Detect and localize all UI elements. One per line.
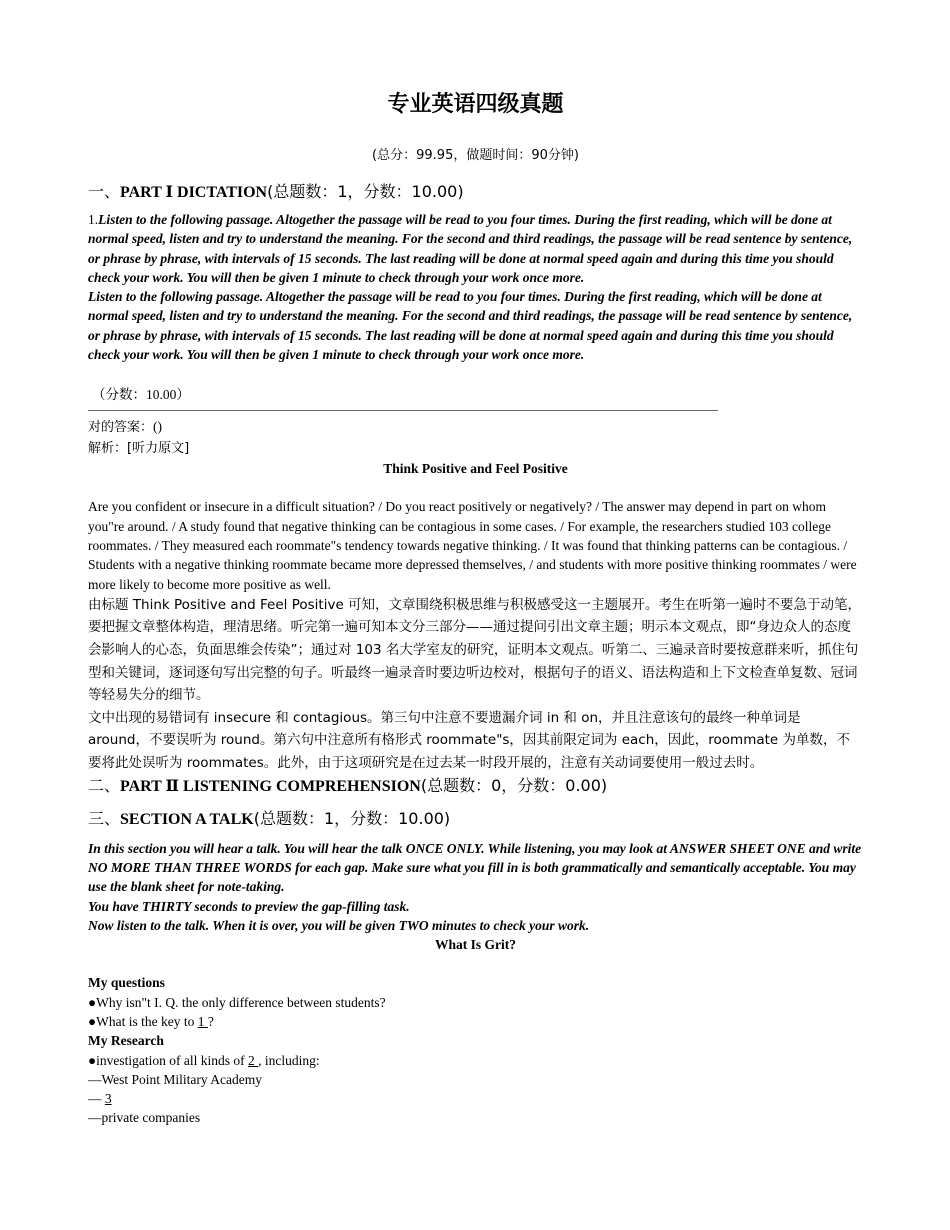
- section-prefix: 二、: [88, 775, 121, 795]
- answer-value: (): [153, 419, 163, 435]
- talk-title: What Is Grit?: [435, 937, 516, 953]
- outline-item: [88, 1051, 863, 1070]
- instruction-text-1: Listen to the following passage. Altogether the passage will be read to you four times. During the first reading, which will be done at normal speed, listen and try to understand the meaning. For the second and third readings, the passage will be read sentence by sentence, or phrase by phrase, with intervals of 15 seconds. The last reading will be done at normal speed again and during this time you should check your work. You will then be given 1 minute to check through your work once more.: [88, 212, 853, 285]
- outline-text: ●investigation of all kinds of: [88, 1052, 249, 1068]
- gap-blank-3[interactable]: 3: [104, 1091, 112, 1107]
- outline-item: [88, 1012, 863, 1031]
- section-meta: (总题数：1，分数：10.00): [253, 808, 451, 828]
- answer-line: [88, 417, 863, 438]
- outline-text: ●What is the key to: [88, 1013, 198, 1029]
- talk-outline: [88, 973, 863, 1127]
- section-heading-talk: [88, 808, 863, 831]
- page-title: 专业英语四级真题: [387, 92, 564, 117]
- section-meta: (总题数：0，分数：0.00): [420, 775, 608, 795]
- passage-title: Think Positive and Feel Positive: [383, 461, 568, 477]
- question-instruction: [88, 210, 863, 364]
- talk-instruction-1: In this section you will hear a talk. You will hear the talk ONCE ONLY. While listening, you may look at ANSWER SHEET ONE and write NO MORE THAN THREE WORDS for each gap. Make sure what you fill in is both grammatically and semantically acceptable. You may use the blank sheet for note-taking.: [88, 840, 862, 895]
- outline-item: —private companies: [88, 1110, 201, 1126]
- divider: [88, 410, 718, 411]
- instruction-text-2: Listen to the following passage. Altogether the passage will be read to you four times. During the first reading, which will be done at normal speed, listen and try to understand the meaning. For the second and third readings, the passage will be read sentence by sentence, or phrase by phrase, with intervals of 15 seconds. The last reading will be done at normal speed again and during this time you should check your work. You will then be given 1 minute to check through your work once more.: [88, 289, 853, 363]
- analysis-paragraph-1: 由标题 Think Positive and Feel Positive 可知，文章围绕积极思维与积极感受这一主题展开。考生在听第一遍时不要急于动笔，要把握文章整体构造，理清思绪。听完第一遍可知本文分三部分——通过提问引出文章主题；明示本文观点，即“身边众人的态度会影响人的心态，负面思维会传染”；通过对 103 名大学室友的研究，证明本文观点。听第二、三遍录音时要按意群来听，抓住句型和关键词，逐词逐句写出完整的句子。听最终一遍录音时要边听边校对，根据句子的语义、语法构造和上下文检查单复数、冠词等轻易失分的细节。: [88, 596, 862, 704]
- document-content: [88, 88, 863, 1128]
- analysis-value: [听力原文]: [127, 441, 190, 457]
- analysis-line: [88, 438, 863, 459]
- analysis-label: 解析：: [88, 441, 128, 457]
- exam-subtitle: (总分：99.95，做题时间：90分钟): [372, 148, 579, 163]
- gap-blank-1[interactable]: 1: [197, 1013, 208, 1029]
- outline-text: —: [88, 1091, 105, 1107]
- outline-item: —West Point Military Academy: [88, 1071, 263, 1087]
- outline-item: [88, 1089, 863, 1108]
- section-name: SECTION A TALK: [120, 810, 254, 828]
- answer-label: 对的答案：: [88, 420, 154, 436]
- outline-text: ?: [207, 1013, 214, 1029]
- talk-instructions: [88, 839, 863, 935]
- section-heading-listening: [88, 775, 863, 798]
- outline-text: , including:: [258, 1052, 320, 1068]
- section-heading-dictation: [88, 181, 863, 204]
- analysis-paragraph-2: 文中出现的易错词有 insecure 和 contagious。第三句中注意不要遗漏介词 in 和 on，并且注意该句的最终一种单词是 around，不要误听为 round。第六句中注意所有格形式 roommate"s，因其前限定词为 each，因此，roommate 为单数，不要将此处误听为 roommates。此外，由于这项研究是在过去某一时段开展的，注意有关动词要使用一般过去时。: [88, 709, 851, 772]
- section-prefix: 三、: [88, 808, 121, 828]
- section-name: PART Ⅱ LISTENING COMPREHENSION: [120, 777, 421, 795]
- question-score: （分数：10.00）: [92, 387, 190, 403]
- section-prefix: 一、: [88, 182, 121, 201]
- talk-instruction-2: You have THIRTY seconds to preview the gap-filling task.: [88, 898, 410, 914]
- section-meta: (总题数：1，分数：10.00): [267, 182, 464, 201]
- talk-instruction-3: Now listen to the talk. When it is over, you will be given TWO minutes to check your work.: [88, 917, 590, 933]
- gap-blank-2[interactable]: 2: [248, 1052, 259, 1068]
- outline-item: ●Why isn"t I. Q. the only difference between students?: [88, 994, 386, 1010]
- outline-heading-research: My Research: [88, 1033, 164, 1049]
- outline-heading-questions: My questions: [88, 975, 165, 991]
- question-number: 1.: [88, 212, 99, 227]
- passage-text: Are you confident or insecure in a difficult situation? / Do you react positively or negatively? / The answer may depend in part on whom you"re around. / A study found that negative thinking can be contagious in some cases. / For example, the researchers studied 103 college roommates. / They measured each roommate"s tendency towards negative thinking. / It was found that thinking patterns can be contagious. / Students with a negative thinking roommate became more depressed themselves, / and students with more positive thinking roommates / were more likely to become more positive as well.: [88, 499, 857, 592]
- section-name: PART Ⅰ DICTATION: [120, 184, 268, 201]
